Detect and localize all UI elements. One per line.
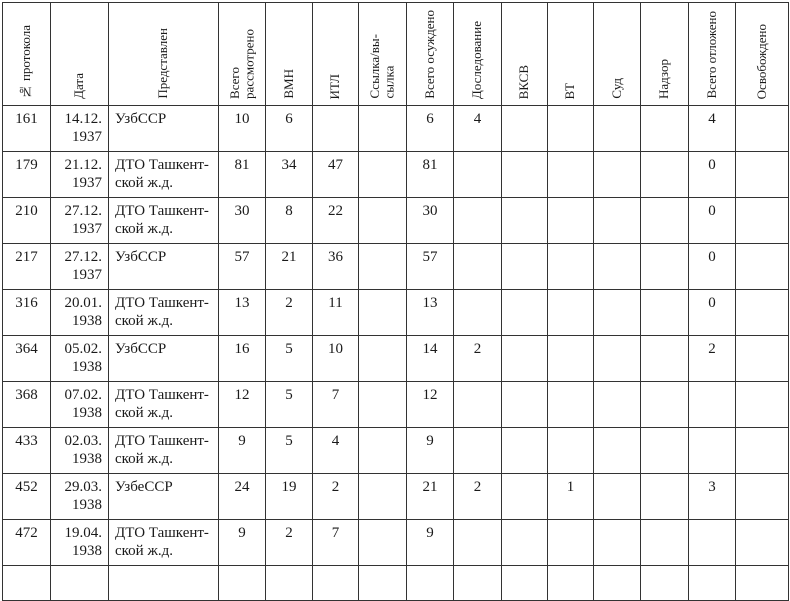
cell-total-convicted: 6 <box>407 106 454 152</box>
cell-exile <box>359 106 407 152</box>
cell-vksv <box>502 520 548 566</box>
cell-date: 20.01. 1938 <box>51 290 109 336</box>
cell-released <box>736 428 789 474</box>
cell-presented: УзбССР <box>109 106 219 152</box>
cell-itl <box>313 106 359 152</box>
cell-date: 07.02. 1938 <box>51 382 109 428</box>
cell-total-postponed <box>689 428 736 474</box>
empty-cell <box>641 566 689 601</box>
table-row <box>3 336 789 382</box>
empty-cell <box>3 566 51 601</box>
cell-total-convicted: 14 <box>407 336 454 382</box>
cell-supervision <box>641 198 689 244</box>
cell-released <box>736 336 789 382</box>
cell-total-convicted: 30 <box>407 198 454 244</box>
cell-total-convicted: 21 <box>407 474 454 520</box>
cell-vksv <box>502 290 548 336</box>
cell-total-postponed: 0 <box>689 244 736 290</box>
cell-exile <box>359 198 407 244</box>
header-total-postponed: Всего отложено <box>689 3 736 106</box>
cell-itl: 7 <box>313 520 359 566</box>
cell-vksv <box>502 244 548 290</box>
cell-total-convicted: 9 <box>407 428 454 474</box>
header-protocol: № протокола <box>3 3 51 106</box>
header-itl: ИТЛ <box>313 3 359 106</box>
cell-itl: 10 <box>313 336 359 382</box>
cell-presented: УзбССР <box>109 336 219 382</box>
cell-supervision <box>641 244 689 290</box>
cell-court <box>594 520 641 566</box>
cell-vksv <box>502 198 548 244</box>
cell-total-postponed <box>689 382 736 428</box>
cell-total-convicted: 9 <box>407 520 454 566</box>
cell-itl: 11 <box>313 290 359 336</box>
table-row <box>3 198 789 244</box>
cell-supervision <box>641 520 689 566</box>
cell-total-postponed: 2 <box>689 336 736 382</box>
cell-exile <box>359 474 407 520</box>
cell-date: 14.12. 1937 <box>51 106 109 152</box>
table-row <box>3 106 789 152</box>
cell-protocol: 433 <box>3 428 51 474</box>
cell-presented: УзбеССР <box>109 474 219 520</box>
cell-protocol: 364 <box>3 336 51 382</box>
cell-protocol: 452 <box>3 474 51 520</box>
cell-date: 19.04. 1938 <box>51 520 109 566</box>
cell-supervision <box>641 336 689 382</box>
cell-protocol: 316 <box>3 290 51 336</box>
cell-date: 02.03. 1938 <box>51 428 109 474</box>
cell-vksv <box>502 382 548 428</box>
cell-court <box>594 152 641 198</box>
empty-cell <box>266 566 313 601</box>
cell-total-considered: 9 <box>219 428 266 474</box>
cell-further-investigation <box>454 198 502 244</box>
cell-further-investigation <box>454 290 502 336</box>
table-row <box>3 152 789 198</box>
cell-presented: ДТО Ташкент- ской ж.д. <box>109 152 219 198</box>
cell-protocol: 368 <box>3 382 51 428</box>
cell-total-postponed: 4 <box>689 106 736 152</box>
cell-supervision <box>641 474 689 520</box>
cell-vmn: 6 <box>266 106 313 152</box>
cell-vmn: 19 <box>266 474 313 520</box>
cell-vt: 1 <box>548 474 594 520</box>
cell-court <box>594 244 641 290</box>
table-row <box>3 520 789 566</box>
cell-itl: 2 <box>313 474 359 520</box>
cell-exile <box>359 382 407 428</box>
cell-exile <box>359 428 407 474</box>
header-vmn: ВМН <box>266 3 313 106</box>
cell-total-convicted: 57 <box>407 244 454 290</box>
empty-cell <box>548 566 594 601</box>
empty-cell <box>502 566 548 601</box>
empty-cell <box>594 566 641 601</box>
empty-cell <box>51 566 109 601</box>
cell-court <box>594 382 641 428</box>
cell-court <box>594 106 641 152</box>
empty-cell <box>454 566 502 601</box>
cell-presented: ДТО Ташкент- ской ж.д. <box>109 290 219 336</box>
cell-total-considered: 81 <box>219 152 266 198</box>
cell-total-considered: 10 <box>219 106 266 152</box>
cell-presented: ДТО Ташкент- ской ж.д. <box>109 428 219 474</box>
header-vt: ВТ <box>548 3 594 106</box>
cell-protocol: 161 <box>3 106 51 152</box>
cell-total-convicted: 81 <box>407 152 454 198</box>
table-body <box>3 106 789 601</box>
cell-vt <box>548 520 594 566</box>
cell-total-considered: 30 <box>219 198 266 244</box>
cell-released <box>736 106 789 152</box>
cell-further-investigation: 2 <box>454 336 502 382</box>
cell-total-postponed: 0 <box>689 152 736 198</box>
empty-cell <box>109 566 219 601</box>
cell-total-convicted: 13 <box>407 290 454 336</box>
cell-protocol: 210 <box>3 198 51 244</box>
cell-vmn: 8 <box>266 198 313 244</box>
cell-presented: ДТО Ташкент- ской ж.д. <box>109 198 219 244</box>
cell-vmn: 2 <box>266 290 313 336</box>
header-total-considered: Всего рассмотрено <box>219 3 266 106</box>
cell-exile <box>359 152 407 198</box>
cell-exile <box>359 520 407 566</box>
cell-total-considered: 24 <box>219 474 266 520</box>
header-court: Суд <box>594 3 641 106</box>
cell-vt <box>548 198 594 244</box>
empty-cell <box>736 566 789 601</box>
empty-cell <box>359 566 407 601</box>
cell-vmn: 34 <box>266 152 313 198</box>
cell-date: 21.12. 1937 <box>51 152 109 198</box>
cell-further-investigation <box>454 382 502 428</box>
cell-total-postponed <box>689 520 736 566</box>
header-further-investigation: Доследование <box>454 3 502 106</box>
cell-itl: 4 <box>313 428 359 474</box>
cell-court <box>594 336 641 382</box>
cell-vksv <box>502 152 548 198</box>
cell-vksv <box>502 106 548 152</box>
cell-total-considered: 9 <box>219 520 266 566</box>
cell-supervision <box>641 106 689 152</box>
header-vksv: ВКСВ <box>502 3 548 106</box>
cell-vt <box>548 152 594 198</box>
cell-total-postponed: 0 <box>689 198 736 244</box>
cell-further-investigation: 2 <box>454 474 502 520</box>
cell-presented: ДТО Ташкент- ской ж.д. <box>109 382 219 428</box>
cell-itl: 7 <box>313 382 359 428</box>
cell-court <box>594 428 641 474</box>
cell-exile <box>359 290 407 336</box>
cell-total-considered: 57 <box>219 244 266 290</box>
cell-vt <box>548 428 594 474</box>
cell-vksv <box>502 336 548 382</box>
header-presented: Представлен <box>109 3 219 106</box>
protocol-table <box>2 2 789 601</box>
cell-supervision <box>641 428 689 474</box>
cell-exile <box>359 244 407 290</box>
cell-supervision <box>641 382 689 428</box>
header-exile: Ссылка/вы- сылка <box>359 3 407 106</box>
cell-further-investigation <box>454 244 502 290</box>
cell-vksv <box>502 428 548 474</box>
cell-total-considered: 16 <box>219 336 266 382</box>
cell-further-investigation <box>454 428 502 474</box>
header-released: Освобождено <box>736 3 789 106</box>
cell-presented: УзбССР <box>109 244 219 290</box>
header-supervision: Надзор <box>641 3 689 106</box>
table-row <box>3 382 789 428</box>
cell-vt <box>548 106 594 152</box>
cell-court <box>594 198 641 244</box>
cell-vmn: 5 <box>266 336 313 382</box>
cell-vt <box>548 290 594 336</box>
empty-cell <box>689 566 736 601</box>
header-date: Дата <box>51 3 109 106</box>
cell-date: 05.02. 1938 <box>51 336 109 382</box>
empty-cell <box>219 566 266 601</box>
cell-itl: 36 <box>313 244 359 290</box>
cell-vt <box>548 336 594 382</box>
cell-protocol: 217 <box>3 244 51 290</box>
cell-total-considered: 13 <box>219 290 266 336</box>
cell-date: 29.03. 1938 <box>51 474 109 520</box>
cell-released <box>736 244 789 290</box>
cell-supervision <box>641 290 689 336</box>
table-row <box>3 474 789 520</box>
cell-vmn: 2 <box>266 520 313 566</box>
header-row <box>3 3 789 106</box>
cell-total-postponed: 3 <box>689 474 736 520</box>
cell-total-convicted: 12 <box>407 382 454 428</box>
cell-itl: 22 <box>313 198 359 244</box>
header-total-convicted: Всего осуждено <box>407 3 454 106</box>
cell-court <box>594 290 641 336</box>
table-row <box>3 428 789 474</box>
empty-cell <box>407 566 454 601</box>
cell-released <box>736 290 789 336</box>
cell-vmn: 5 <box>266 382 313 428</box>
cell-vmn: 21 <box>266 244 313 290</box>
cell-total-considered: 12 <box>219 382 266 428</box>
cell-presented: ДТО Ташкент- ской ж.д. <box>109 520 219 566</box>
cell-vmn: 5 <box>266 428 313 474</box>
cell-supervision <box>641 152 689 198</box>
empty-row <box>3 566 789 601</box>
cell-released <box>736 382 789 428</box>
cell-itl: 47 <box>313 152 359 198</box>
cell-further-investigation <box>454 152 502 198</box>
cell-further-investigation: 4 <box>454 106 502 152</box>
cell-released <box>736 152 789 198</box>
cell-protocol: 472 <box>3 520 51 566</box>
table-row <box>3 290 789 336</box>
empty-cell <box>313 566 359 601</box>
cell-vt <box>548 244 594 290</box>
cell-released <box>736 520 789 566</box>
cell-released <box>736 198 789 244</box>
cell-vksv <box>502 474 548 520</box>
cell-further-investigation <box>454 520 502 566</box>
cell-vt <box>548 382 594 428</box>
cell-court <box>594 474 641 520</box>
cell-exile <box>359 336 407 382</box>
cell-released <box>736 474 789 520</box>
cell-protocol: 179 <box>3 152 51 198</box>
cell-date: 27.12. 1937 <box>51 244 109 290</box>
cell-date: 27.12. 1937 <box>51 198 109 244</box>
cell-total-postponed: 0 <box>689 290 736 336</box>
table-row <box>3 244 789 290</box>
